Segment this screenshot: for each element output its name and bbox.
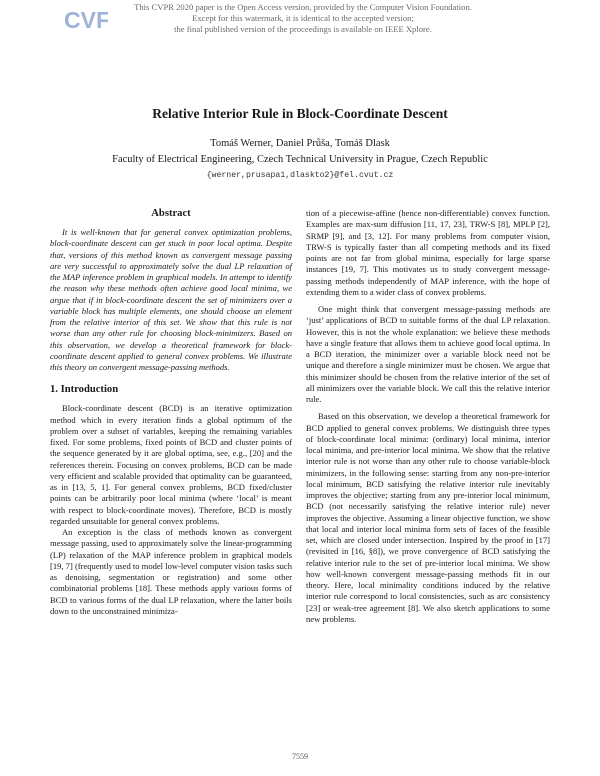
banner-line: This CVPR 2020 paper is the Open Access version, provided by the Computer Vision Foundation. [134,2,472,12]
paper-title: Relative Interior Rule in Block-Coordinate Descent [152,106,448,121]
open-access-banner [118,2,488,36]
intro-paragraph: tion of a piecewise-affine (hence non-differentiable) convex function. Examples are max-sum diffusion [11, 17, 23], TRW-S [8], MPLP [2], SRMP [9], and [3, 12]. For many problems from computer vision, TRW-S is typically faster than all competing methods and its fixed points are not far from global minima, especially for large sparse instances [19, 7]. This motivates us to study convergent message-passing methods independently of MAP inference, with the hope of extending them to a wider class of convex problems. [306,208,550,297]
paper-affiliation: Faculty of Electrical Engineering, Czech Technical University in Prague, Czech Republic [112,154,488,165]
intro-paragraph: Based on this observation, we develop a theoretical framework for BCD applied to general convex problems. We distinguish three types of block-coordinate local minima: (ordinary) local minima, interior local minima, and pre-interior local minima. We show that the relative interior rule is not worse than any other rule to choose variable-block minimizers, in the following sense: starting from any non-pre-interior local minimum, BCD satisfying the relative interior rule inevitably improves the objective; starting from any pre-interior local minimum, BCD (not necessarily satisfying the relative interior rule) never improves the objective. Assuming a linear objective function, we show that local and interior local minima form sets of faces of the feasible set, which are closed under intersection. Inspired by the proof in [17] (revisited in [16, §8]), we prove convergence of BCD satisfying the relative interior rule to the set of pre-interior local minima. We show how well-known convergent message-passing methods fit in our theory. Here, local minimality conditions induced by the relative interior rule correspond to local consistencies, such as arc consistency [23] or weak-tree agreement [8]. We also sketch applications to some new problems. [306,411,550,624]
intro-paragraph: Block-coordinate descent (BCD) is an iterative optimization method which in every iteration finds a global optimum of the problem over a subset of variables, keeping the remaining variables fixed. For some problems, fixed points of BCD and cluster points of the sequence generated by it are global optima, see, e.g., [20] and the references therein. Focusing on convex problems, BCD can be made very efficient and scalable provided that optimality can be guaranteed, as in [13, 5, 1]. For general convex problems, BCD fixed/cluster points can be arbitrarily poor local minima (where ‘local’ is meant with respect to block-coordinate moves). Therefore, BCD is mostly regarded unsuitable for general convex problems. [50,403,292,526]
cvf-logo [64,7,108,33]
paper-authors: Tomáš Werner, Daniel Průša, Tomáš Dlask [210,138,390,149]
introduction-heading: 1. Introduction [50,384,119,396]
right-column [306,208,550,625]
abstract-heading: Abstract [151,208,191,219]
cvf-logo-mark [64,7,108,33]
page-number: 7559 [292,752,308,761]
paper-emails: {werner,prusapa1,dlaskto2}@fel.cvut.cz [206,171,394,180]
left-column [50,208,292,617]
cvf-logo-text: CVF [64,7,108,33]
intro-paragraph: One might think that convergent message-passing methods are ‘just’ applications of BCD to suitable forms of the dual LP relaxation. However, this is not the whole explanation: we believe these methods have a single feature that allows them to achieve good local optima. In a BCD iteration, the minimizer over a variable block need not be unique and therefore a single minimizer must be chosen. We argue that this minimizer should be chosen from the relative interior of the set of all minimizers over the variable block. We call this the relative interior rule. [306,304,550,404]
banner-line: the final published version of the proceedings is available on IEEE Xplore. [174,24,432,35]
intro-paragraph: An exception is the class of methods known as convergent message passing, used to approximately solve the linear-programming (LP) relaxation of the MAP inference problem in graphical models [19, 7] (frequently used to model low-level computer vision tasks such as denoising, segmentation or registration) and some other combinatorial problems [18]. These methods apply various forms of BCD to various forms of the dual LP relaxation, where the latter boils down to the unconstrained minimiza- [50,527,292,616]
banner-line: Except for this watermark, it is identical to the accepted version; [192,13,414,24]
abstract-text: It is well-known that for general convex optimization problems, block-coordinate descent can get stuck in poor local optima. Despite that, versions of this method known as convergent message passing are very successful to approximately solve the dual LP relaxation of the MAP inference problem in graphical models. In attempt to identify the reason why these methods often achieve good local minima, we argue that if in block-coordinate descent the set of minimizers over a variable block has multiple elements, one should choose an element from the relative interior of this set. We show that this rule is not worse than any other rule for choosing block-minimizers. Based on this observation, we develop a theoretical framework for block-coordinate descent applied to general convex problems. We illustrate this theory on convergent message-passing methods. [50,227,292,372]
